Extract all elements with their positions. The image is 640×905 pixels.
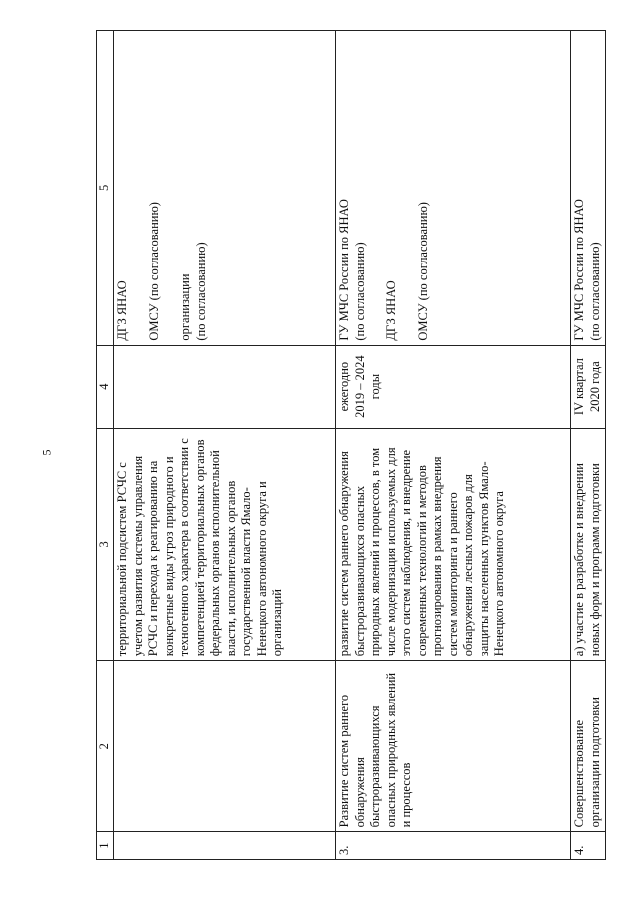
row-executors	[114, 31, 336, 346]
row-executors	[571, 31, 606, 346]
executor-line: (по согласованию)	[587, 242, 602, 341]
executor-gap	[162, 35, 178, 341]
row-executors	[336, 31, 571, 346]
header-col-2: 2	[97, 661, 114, 832]
executor-line: ОМСУ (по согласованию)	[415, 202, 430, 341]
executor-line: ДГЗ ЯНАО	[115, 280, 129, 341]
executor-line: ГУ МЧС России по ЯНАО	[572, 199, 586, 341]
executor-line: ОМСУ (по согласованию)	[146, 202, 161, 341]
row-number: 4.	[571, 832, 606, 860]
row-term: IV квартал 2020 года	[571, 345, 606, 428]
row-measures: а) участие в разработке и внедрении новых форм и программ подготовки	[571, 428, 606, 661]
row-measures: развитие систем раннего обнаружения быстроразвивающихся опасных природных явлений и процессов, в том числе модернизация используемых для этого систем наблюдения, и внедрение современных технологий и методов прогнозирования в рамках внедрения систем мониторинга и раннего обнаружения лесных пожаров для защиты населенных пунктов Ямало-Ненецкого автономного округа	[336, 428, 571, 661]
row-measures: территориальной подсистем РСЧС с учетом развития системы управления РСЧС и перехода к реагированию на конкретные виды угроз природного и техногенного характера в соответствии с компетенцией территориальных органов федеральных органов исполнительной власти, исполнительных органов государственной власти Ямало-Ненецкого автономного округа и организаций	[114, 428, 336, 661]
executor-line: (по согласованию)	[193, 242, 208, 341]
row-number: 3.	[336, 832, 571, 860]
row-term: ежегодно 2019 – 2024 годы	[336, 345, 571, 428]
row-term	[114, 345, 336, 428]
executor-gap	[368, 35, 384, 341]
executor-line: ДГЗ ЯНАО	[384, 280, 398, 341]
header-col-3: 3	[97, 428, 114, 661]
header-col-4: 4	[97, 345, 114, 428]
table-row	[571, 31, 606, 860]
table-header-row	[97, 31, 114, 860]
row-number	[114, 832, 336, 860]
executor-gap	[400, 35, 416, 341]
executor-line: ГУ МЧС России по ЯНАО	[337, 199, 351, 341]
table-row	[336, 31, 571, 860]
row-title: Развитие систем раннего обнаружения быстроразвивающихся опасных природных явлений и процессов	[336, 661, 571, 832]
row-title: Совершенствование организации подготовки	[571, 661, 606, 832]
rotated-table-wrapper	[96, 30, 606, 860]
executor-line: организации	[178, 273, 192, 341]
row-title	[114, 661, 336, 832]
header-col-1: 1	[97, 832, 114, 860]
measures-table	[96, 30, 606, 860]
executor-line: (по согласованию)	[352, 242, 367, 341]
executor-gap	[131, 35, 147, 341]
header-col-5: 5	[97, 31, 114, 346]
page-number: 5	[39, 449, 54, 456]
table-row	[114, 31, 336, 860]
